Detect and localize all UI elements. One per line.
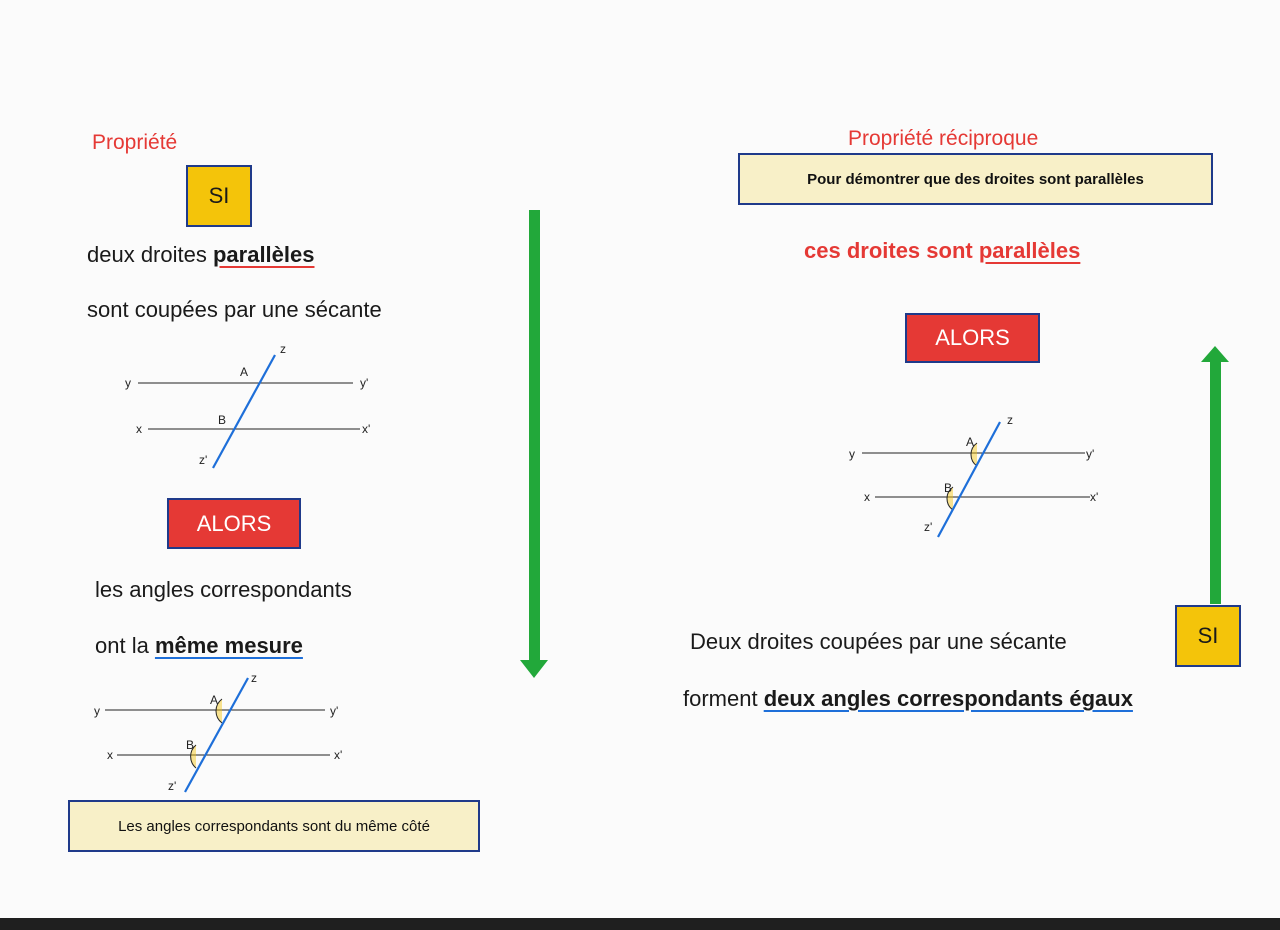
label-y-prime: y' [1086, 447, 1095, 461]
label-a: A [210, 693, 219, 707]
left-line1-highlight: parallèles [212, 242, 315, 267]
label-z: z [280, 342, 286, 356]
right-line2-prefix: forment [683, 686, 764, 711]
label-x: x [136, 422, 142, 436]
left-note-box: Les angles correspondants sont du même côté [68, 800, 480, 852]
label-z-prime: z' [924, 520, 933, 534]
left-line4-highlight: même mesure [154, 633, 303, 658]
left-conclusion-line1: les angles correspondants [95, 577, 352, 602]
label-x-prime: x' [362, 422, 371, 436]
left-alors-box: ALORS [167, 498, 301, 549]
label-x: x [864, 490, 870, 504]
right-banner-box: Pour démontrer que des droites sont parallèles [738, 153, 1213, 205]
left-hypothesis-line2: sont coupées par une sécante [87, 297, 382, 322]
label-x-prime: x' [334, 748, 343, 762]
green-down-arrow-icon [518, 208, 550, 680]
label-b: B [218, 413, 227, 427]
left-figure-secant [110, 340, 390, 475]
label-y: y [94, 704, 100, 718]
right-heading: Propriété réciproque [848, 127, 1039, 150]
label-z-prime: z' [168, 779, 177, 793]
left-hypothesis-line1 [87, 242, 314, 268]
right-conclusion [804, 238, 1080, 264]
label-y-prime: y' [330, 704, 339, 718]
label-a: A [966, 435, 975, 449]
label-z: z [251, 671, 257, 685]
left-line4-prefix: ont la [95, 633, 155, 658]
label-z: z [1007, 413, 1013, 427]
right-alors-box: ALORS [905, 313, 1040, 363]
scan-bottom-edge [0, 918, 1280, 930]
label-z-prime: z' [199, 453, 208, 467]
right-conclusion-highlight: parallèles [978, 238, 1081, 263]
right-si-box: SI [1175, 605, 1241, 667]
label-x-prime: x' [1090, 490, 1099, 504]
green-up-arrow-icon [1199, 344, 1231, 606]
left-conclusion-line2 [95, 633, 303, 659]
right-figure-angles [840, 410, 1120, 545]
label-y: y [125, 376, 131, 390]
left-figure-angles [85, 670, 365, 800]
label-x: x [107, 748, 113, 762]
right-hypothesis-line1: Deux droites coupées par une sécante [690, 629, 1067, 654]
label-y-prime: y' [360, 376, 369, 390]
right-hypothesis-line2 [683, 686, 1133, 712]
right-conclusion-prefix: ces droites sont [804, 238, 979, 263]
right-line2-highlight: deux angles correspondants égaux [763, 686, 1133, 711]
label-a: A [240, 365, 249, 379]
label-y: y [849, 447, 855, 461]
label-b: B [186, 738, 195, 752]
label-b: B [944, 481, 953, 495]
left-si-box: SI [186, 165, 252, 227]
left-heading: Propriété [92, 131, 178, 154]
left-line1-prefix: deux droites [87, 242, 213, 267]
